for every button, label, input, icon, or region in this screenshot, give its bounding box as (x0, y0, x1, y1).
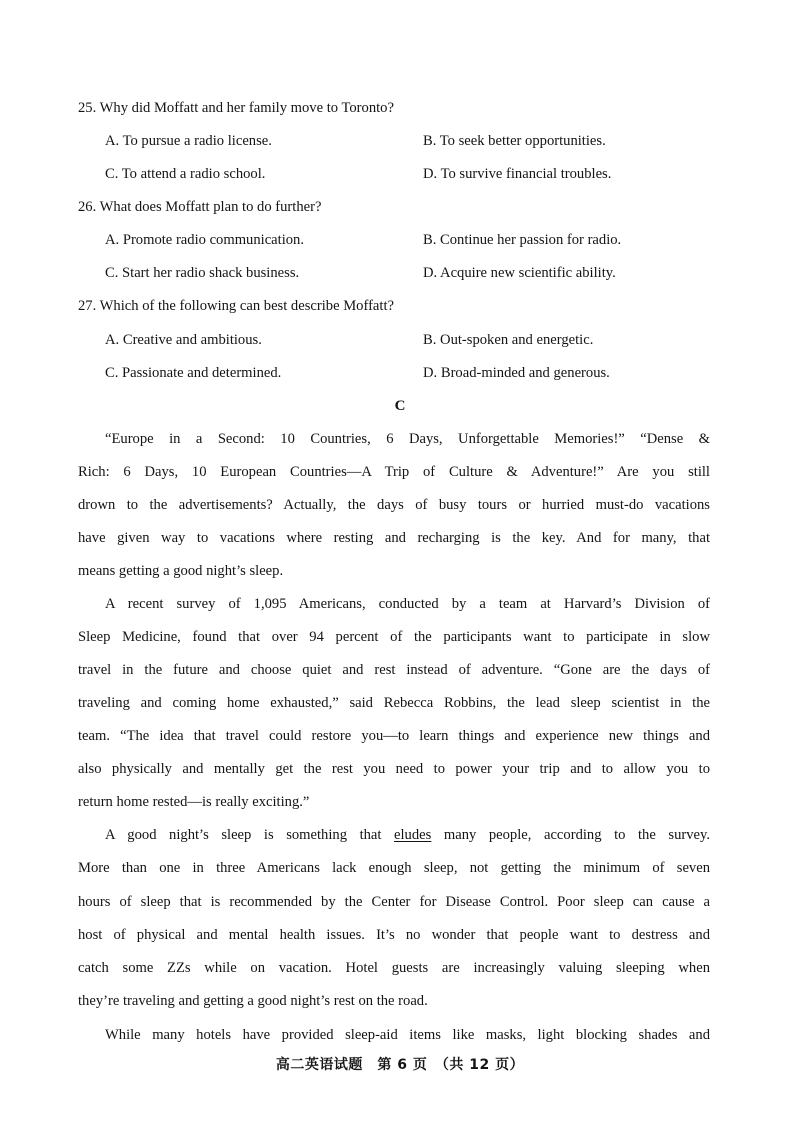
passage-line: means getting a good night’s sleep. (78, 563, 284, 579)
passage-line: “Europe in a Second: 10 Countries, 6 Days, Unforgettable Memories!” “Dense & (105, 431, 710, 447)
option-a: A. Promote radio communication. (105, 232, 305, 248)
passage-line: team. “The idea that travel could restore you—to learn things and experience new things and (78, 728, 710, 744)
passage-line: also physically and mentally get the rest you need to power your trip and to allow you to (78, 761, 710, 777)
option-d: D. Broad-minded and generous. (423, 365, 610, 381)
underlined-word: eludes (394, 827, 432, 843)
question-stem: What does Moffatt plan to do further? (99, 199, 322, 215)
section-label: C (394, 398, 406, 414)
passage-line: return home rested—is really exciting.” (78, 794, 310, 810)
question-stem: Why did Moffatt and her family move to Toronto? (99, 100, 394, 116)
passage-line: host of physical and mental health issues. It’s no wonder that people want to destress and (78, 927, 710, 943)
passage-text: many people, according to the survey. (431, 827, 710, 843)
passage-line (105, 827, 710, 844)
passage-line: While many hotels have provided sleep-aid items like masks, light blocking shades and (105, 1027, 710, 1043)
question-stem: Which of the following can best describe Moffatt? (99, 298, 394, 314)
option-a: A. Creative and ambitious. (105, 332, 262, 348)
question-number: 27. (78, 298, 97, 314)
passage-line: More than one in three Americans lack enough sleep, not getting the minimum of seven (78, 860, 710, 876)
option-b: B. To seek better opportunities. (423, 133, 606, 149)
question-number: 25. (78, 100, 97, 116)
option-c: C. Start her radio shack business. (105, 265, 300, 281)
option-b: B. Continue her passion for radio. (423, 232, 622, 248)
passage-line: A recent survey of 1,095 Americans, conducted by a team at Harvard’s Division of (105, 596, 710, 612)
page-footer: 高二英语试题 第 6 页 （共 12 页） (275, 1057, 525, 1073)
option-b: B. Out-spoken and energetic. (423, 332, 594, 348)
option-c: C. To attend a radio school. (105, 166, 266, 182)
passage-line: traveling and coming home exhausted,” said Rebecca Robbins, the lead sleep scientist in the (78, 695, 710, 711)
passage-line: catch some ZZs while on vacation. Hotel guests are increasingly valuing sleeping when (78, 960, 710, 976)
passage-line: travel in the future and choose quiet and rest instead of adventure. “Gone are the days of (78, 662, 710, 678)
question-25 (78, 100, 394, 117)
option-a: A. To pursue a radio license. (105, 133, 272, 149)
passage-line: they’re traveling and getting a good night’s rest on the road. (78, 993, 428, 1009)
option-d: D. To survive financial troubles. (423, 166, 612, 182)
option-d: D. Acquire new scientific ability. (423, 265, 616, 281)
passage-line: drown to the advertisements? Actually, the days of busy tours or hurried must-do vacations (78, 497, 710, 513)
question-26 (78, 199, 321, 216)
question-27 (78, 298, 394, 315)
question-number: 26. (78, 199, 97, 215)
passage-line: have given way to vacations where resting and recharging is the key. And for many, that (78, 530, 710, 546)
passage-line: Rich: 6 Days, 10 European Countries—A Trip of Culture & Adventure!” Are you still (78, 464, 710, 480)
option-c: C. Passionate and determined. (105, 365, 282, 381)
passage-text: A good night’s sleep is something that (105, 827, 395, 843)
passage-line: Sleep Medicine, found that over 94 percent of the participants want to participate in slow (78, 629, 710, 645)
passage-line: hours of sleep that is recommended by the Center for Disease Control. Poor sleep can cause a (78, 894, 710, 910)
